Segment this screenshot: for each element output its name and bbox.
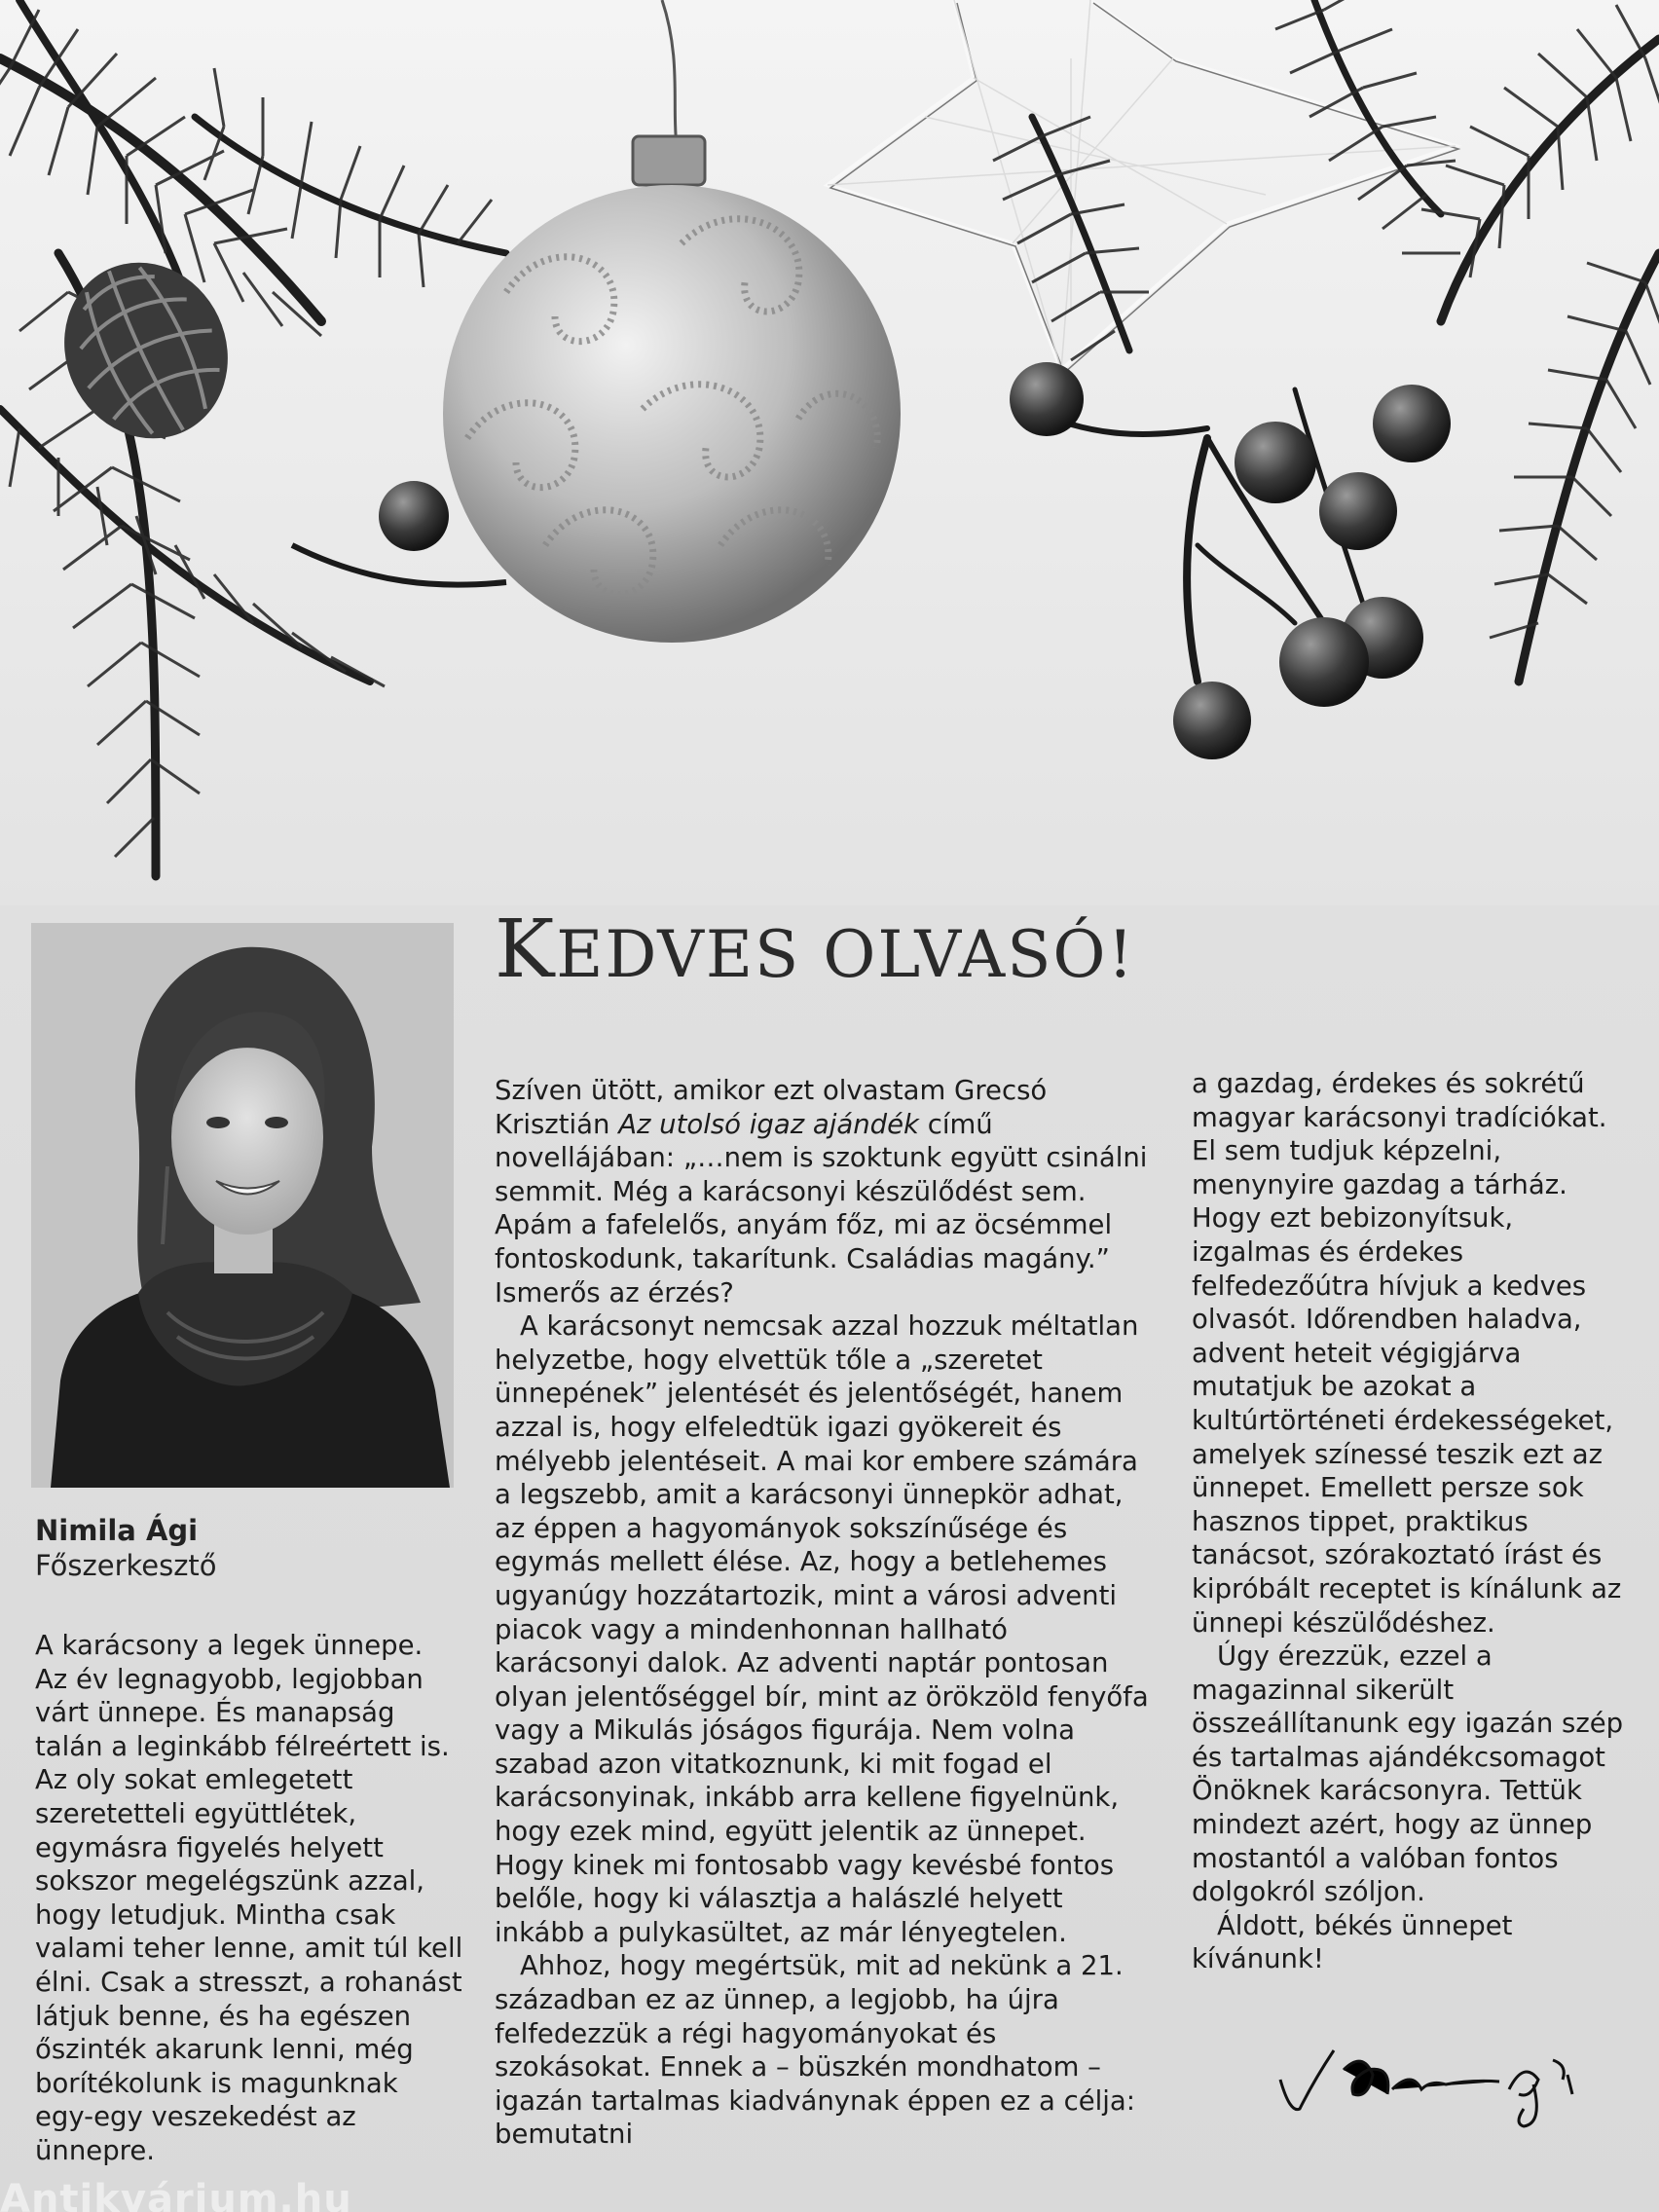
- editor-portrait-photo: [31, 923, 454, 1488]
- paragraph: Úgy érezzük, ezzel a magazinnal sikerült összeállítanunk egy igazán szép és tartalmas ajándékcsomagot Önöknek karácsonyra. Tettük mindezt azért, hogy az ünnep mostantól a valóban fontos dolgokról szóljon.: [1192, 1641, 1624, 1908]
- headline-initial: K: [495, 903, 557, 996]
- article-column-3: [1192, 1067, 1636, 1976]
- paragraph: a gazdag, érdekes és sokrétű magyar karácsonyi tradíciókat. El sem tudjuk képzelni, menynyire gazdag a tárház. Hogy ezt bebizonyítsuk, izgalmas és érdekes felfedezőútra hívjuk a kedves olvasót. Időrendben haladva, advent heteit végigjárva mutatjuk be azokat a kultúrtörténeti érdekességeket, amelyek színessé teszik ezt az ünnepet. Emellett persze sok hasznos tippet, praktikus tanácsot, szórakoztató írást és kipróbált receptet is kínálunk az ünnepi készülődéshez.: [1192, 1068, 1622, 1639]
- christmas-bauble: [443, 185, 901, 643]
- headline-rest: EDVES OLVASÓ!: [556, 917, 1136, 992]
- portrait-illustration: [31, 923, 454, 1488]
- headline: [495, 903, 1135, 996]
- article-column-1: [35, 1629, 463, 2168]
- headline-text: [495, 903, 1135, 996]
- paragraph: A karácsonyt nemcsak azzal hozzuk méltatlan helyzetbe, hogy elvettük tőle a „szeretet ünnepének” jelentését és jelentőségét, hanem azzal is, hogy elfeledtük igazi gyökereit és mélyebb jelentéseit. A mai kor embere számára a legszebb, amit a karácsonyi ünnepkör adhat, az éppen a hagyományok sokszínűsége és egymás mellett élése. Az, hogy a betlehemes ugyanúgy hozzátartozik, mint a városi adventi piacok vagy a mindenhonnan hallható karácsonyi dalok. Az adventi naptár pontosan olyan jelentőséggel bír, mint az örökzöld fenyőfa vagy a Mikulás jóságos figurája. Nem volna szabad azon vitatkoznunk, ki mit fogad el karácsonyinak, inkább arra kellene figyelnünk, hogy ezek mind, együtt jelentik az ünnepet. Hogy kinek mi fontosabb vagy kevésbé fontos belőle, hogy ki választja a halászlé helyett inkább a pulykasültet, az már lényegtelen.: [495, 1310, 1149, 1948]
- author-role: Főszerkesztő: [35, 1549, 217, 1582]
- paragraph: Szíven ütött, amikor ezt olvastam Grecsó Krisztián Az utolsó igaz ajándék című novellájában: „…nem is szoktunk együtt csinálni semmit. Még a karácsonyi készülődést sem. Apám a fafelelős, anyám főz, mi az öcsémmel fontoskodunk, takarítunk. Családias magány.” Ismerős az érzés?: [495, 1075, 1148, 1309]
- article-column-2: [495, 1074, 1157, 2152]
- bauble-cap: [633, 136, 705, 185]
- paragraph: Áldott, békés ünnepet kívánunk!: [1192, 1909, 1513, 1975]
- author-name: Nimila Ági: [35, 1514, 199, 1547]
- watermark: Antikvárium.hu: [0, 2177, 352, 2212]
- handwritten-signature: [1275, 2041, 1597, 2128]
- christmas-decoration-illustration: [0, 0, 1659, 905]
- paragraph: Ahhoz, hogy megértsük, mit ad nekünk a 21. században ez az ünnep, a legjobb, ha újra felfedezzük a régi hagyományokat és szokásokat. Ennek a – büszkén mondhatom – igazán tartalmas kiadványnak éppen ez a célja: bemutatni: [495, 1950, 1136, 2151]
- book-title: Az utolsó igaz ajándék: [618, 1108, 919, 1140]
- paragraph: A karácsony a legek ünnepe. Az év legnagyobb, legjobban várt ünnepe. És manapság talán a leginkább félreértett is. Az oly sokat emlegetett szeretetteli együttlétek, egymásra figyelés helyett sokszor megelégszünk azzal, hogy letudjuk. Mintha csak valami teher lenne, amit túl kell élni. Csak a stresszt, a rohanást látjuk benne, és ha egészen őszinték akarunk lenni, még borítékolunk is magunknak egy-egy veszekedést az ünnepre.: [35, 1630, 463, 2166]
